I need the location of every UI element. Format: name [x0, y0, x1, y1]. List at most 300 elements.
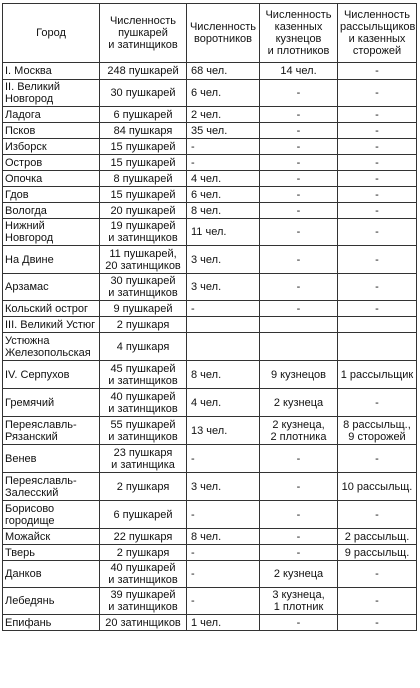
cell-line: Рязанский	[5, 430, 58, 443]
table-row	[3, 561, 417, 588]
cell-messengers	[338, 545, 417, 561]
header-cannoneers	[100, 4, 187, 63]
cell-gatekeepers	[187, 63, 260, 80]
cell-line: 2 рассыльщ.	[344, 530, 410, 543]
cell-cannoneers	[100, 246, 187, 274]
cell-line: 9 кузнецов	[271, 368, 326, 381]
cell-line: 19 пушкарей	[110, 220, 176, 232]
cell-gatekeepers	[187, 139, 260, 155]
cell-line: 248 пушкарей	[107, 65, 179, 77]
cell-line: 9 пушкарей	[113, 302, 173, 315]
cell-city	[3, 203, 100, 219]
cell-line: 2 кузнеца	[273, 568, 324, 580]
table-row	[3, 139, 417, 155]
cell-line: -	[375, 172, 379, 185]
cell-line: 8 рассыльщ.,	[343, 418, 411, 431]
cell-cannoneers	[100, 80, 187, 107]
table-row	[3, 155, 417, 171]
table-row	[3, 203, 417, 219]
cell-smiths	[260, 529, 338, 545]
cell-city	[3, 473, 100, 501]
cell-line: Новгород	[5, 93, 54, 105]
cell-cannoneers	[100, 107, 187, 123]
cell-city	[3, 317, 100, 333]
cell-messengers	[338, 274, 417, 301]
cell-line: 20 затинщиков	[105, 616, 181, 629]
header-messengers	[338, 4, 417, 63]
cell-cannoneers	[100, 155, 187, 171]
cell-line: На Двине	[5, 253, 54, 266]
table-row	[3, 545, 417, 561]
cell-messengers	[338, 389, 417, 417]
cell-line: -	[191, 508, 195, 521]
table-row	[3, 417, 417, 445]
cell-line: 6 чел.	[191, 188, 222, 201]
cell-city	[3, 123, 100, 139]
cell-cannoneers	[100, 317, 187, 333]
cell-line: -	[296, 530, 301, 543]
cell-city	[3, 333, 100, 361]
cell-line: -	[375, 204, 379, 217]
cell-line: Псков	[5, 124, 36, 137]
cell-cannoneers	[100, 274, 187, 301]
header-line: Численность	[189, 21, 257, 33]
cell-line: 8 чел.	[191, 368, 222, 381]
cell-line: 2 пушкаря	[116, 480, 170, 493]
cell-line: Остров	[5, 156, 43, 169]
cell-messengers	[338, 529, 417, 545]
cell-line: Переяславль-	[5, 474, 77, 487]
cell-line: 1 плотник	[273, 601, 324, 613]
cell-line: и затинщика	[111, 458, 175, 471]
cell-line: 2 кузнеца,	[272, 418, 325, 431]
cell-line: 45 пушкарей	[110, 362, 176, 375]
cell-cannoneers	[100, 561, 187, 588]
cell-smiths	[260, 155, 338, 171]
cell-line: -	[296, 616, 301, 629]
cell-cannoneers	[100, 203, 187, 219]
cell-line: и затинщиков	[108, 430, 178, 443]
cell-line: 55 пушкарей	[110, 418, 176, 431]
cell-line: Тверь	[5, 546, 35, 559]
cell-smiths	[260, 171, 338, 187]
cell-smiths	[260, 246, 338, 274]
cell-line: Лебедянь	[5, 595, 55, 607]
cell-line: -	[296, 87, 301, 99]
cell-city	[3, 561, 100, 588]
header-gatekeepers	[187, 4, 260, 63]
cell-gatekeepers	[187, 107, 260, 123]
cell-messengers	[338, 123, 417, 139]
cell-line: 15 пушкарей	[110, 140, 176, 153]
cell-smiths	[260, 301, 338, 317]
cell-line: Борисово	[5, 502, 55, 515]
cell-line: 2 плотника	[270, 430, 327, 443]
cell-line: 4 чел.	[191, 396, 222, 409]
cell-line: Переяславль-	[5, 418, 77, 431]
table-row	[3, 473, 417, 501]
cell-messengers	[338, 445, 417, 473]
cell-line: -	[296, 124, 301, 137]
cell-line: Можайск	[5, 530, 51, 543]
cell-line: -	[296, 508, 301, 521]
cell-line: -	[375, 508, 379, 521]
cell-smiths	[260, 417, 338, 445]
table-row	[3, 301, 417, 317]
cell-smiths	[260, 139, 338, 155]
cell-line: 3 чел.	[191, 253, 222, 266]
header-line: и плотников	[267, 45, 330, 57]
cell-line: -	[191, 568, 195, 580]
cell-line: 11 чел.	[191, 226, 227, 238]
cell-line: -	[375, 124, 379, 137]
table-row	[3, 246, 417, 274]
table-row	[3, 187, 417, 203]
cell-line: и затинщиков	[108, 232, 178, 244]
cell-line: 40 пушкарей	[110, 562, 176, 574]
cell-city	[3, 529, 100, 545]
cell-line: и затинщиков	[108, 574, 178, 586]
cell-gatekeepers	[187, 80, 260, 107]
cell-smiths	[260, 107, 338, 123]
cell-line: Нижний	[5, 220, 45, 232]
cell-line: 9 рассыльщ.	[344, 546, 410, 559]
cell-cannoneers	[100, 219, 187, 246]
cell-smiths	[260, 80, 338, 107]
header-line: кузнецов	[275, 33, 322, 45]
table-row	[3, 171, 417, 187]
cell-city	[3, 588, 100, 615]
cell-line: -	[296, 226, 301, 238]
cell-line: и затинщиков	[108, 374, 178, 387]
header-city	[3, 4, 100, 63]
cell-cannoneers	[100, 588, 187, 615]
cell-messengers	[338, 361, 417, 389]
cell-line: -	[296, 253, 301, 266]
cell-smiths	[260, 545, 338, 561]
cell-messengers	[338, 317, 417, 333]
cell-gatekeepers	[187, 123, 260, 139]
cell-gatekeepers	[187, 545, 260, 561]
table-row	[3, 389, 417, 417]
cell-cannoneers	[100, 545, 187, 561]
cell-gatekeepers	[187, 588, 260, 615]
cell-line: 39 пушкарей	[110, 589, 176, 601]
cell-cannoneers	[100, 139, 187, 155]
cell-line: -	[375, 253, 379, 266]
cell-cannoneers	[100, 615, 187, 631]
cell-smiths	[260, 473, 338, 501]
table-header	[3, 4, 417, 63]
cell-city	[3, 501, 100, 529]
cell-line: 22 пушкаря	[113, 530, 173, 543]
cell-city	[3, 139, 100, 155]
cell-line: 23 пушкаря	[113, 446, 173, 459]
cell-line: I. Москва	[5, 65, 52, 77]
cell-city	[3, 63, 100, 80]
cell-city	[3, 389, 100, 417]
cell-line: 2 кузнеца	[273, 396, 324, 409]
cell-line: -	[296, 302, 301, 315]
cell-line: Новгород	[5, 232, 54, 244]
header-line: и затинщиков	[108, 39, 178, 51]
cell-city	[3, 417, 100, 445]
cell-messengers	[338, 615, 417, 631]
table-row	[3, 445, 417, 473]
cell-gatekeepers	[187, 333, 260, 361]
cell-city	[3, 274, 100, 301]
cell-cannoneers	[100, 389, 187, 417]
cell-line: 9 сторожей	[348, 430, 406, 443]
cell-line: 3 чел.	[191, 281, 222, 293]
table-row	[3, 123, 417, 139]
cell-line: 2 чел.	[191, 108, 222, 121]
cell-line: -	[191, 140, 195, 153]
cell-line: 15 пушкарей	[110, 188, 176, 201]
cell-line: -	[375, 188, 379, 201]
cell-gatekeepers	[187, 361, 260, 389]
cell-gatekeepers	[187, 219, 260, 246]
table-body	[3, 63, 417, 631]
header-line: казенных	[274, 21, 323, 33]
cell-line: -	[296, 188, 301, 201]
cell-line: -	[296, 108, 301, 121]
cell-smiths	[260, 317, 338, 333]
header-line: воротников	[194, 33, 252, 45]
cell-gatekeepers	[187, 274, 260, 301]
cell-city	[3, 219, 100, 246]
cell-line: 8 чел.	[191, 530, 222, 543]
cell-gatekeepers	[187, 615, 260, 631]
cell-city	[3, 80, 100, 107]
cell-messengers	[338, 107, 417, 123]
cell-gatekeepers	[187, 473, 260, 501]
cell-line: -	[375, 226, 379, 238]
cell-line: -	[375, 87, 379, 99]
cell-city	[3, 107, 100, 123]
cell-city	[3, 155, 100, 171]
cell-line: 6 пушкарей	[113, 508, 173, 521]
cell-line: Залесский	[5, 486, 59, 499]
cell-smiths	[260, 615, 338, 631]
cell-line: -	[296, 156, 301, 169]
cell-line: -	[375, 396, 379, 409]
header-line: сторожей	[352, 45, 402, 57]
cell-smiths	[260, 389, 338, 417]
table-row	[3, 333, 417, 361]
table-row	[3, 529, 417, 545]
cell-line: 8 чел.	[191, 204, 222, 217]
cell-line: -	[375, 156, 379, 169]
cell-city	[3, 171, 100, 187]
cell-messengers	[338, 203, 417, 219]
cell-line: 20 пушкарей	[110, 204, 176, 217]
cell-messengers	[338, 301, 417, 317]
cell-line: Изборск	[5, 140, 47, 153]
cell-messengers	[338, 588, 417, 615]
cell-line: -	[375, 568, 379, 580]
cell-cannoneers	[100, 333, 187, 361]
cell-line: IV. Серпухов	[5, 368, 70, 381]
cell-line: 15 пушкарей	[110, 156, 176, 169]
table-row	[3, 501, 417, 529]
cell-line: 1 чел.	[191, 616, 222, 629]
cell-messengers	[338, 501, 417, 529]
cell-gatekeepers	[187, 317, 260, 333]
cell-cannoneers	[100, 473, 187, 501]
cell-line: -	[375, 140, 379, 153]
cell-cannoneers	[100, 529, 187, 545]
cell-smiths	[260, 561, 338, 588]
cell-line: и затинщиков	[108, 601, 178, 613]
cell-cannoneers	[100, 171, 187, 187]
cell-line: Арзамас	[5, 281, 49, 293]
cell-smiths	[260, 274, 338, 301]
table-row	[3, 274, 417, 301]
cell-gatekeepers	[187, 529, 260, 545]
cell-line: -	[375, 452, 379, 465]
cell-line: -	[191, 595, 195, 607]
cell-city	[3, 545, 100, 561]
cell-smiths	[260, 63, 338, 80]
cell-messengers	[338, 246, 417, 274]
cell-gatekeepers	[187, 501, 260, 529]
cell-messengers	[338, 139, 417, 155]
cell-line: Венев	[5, 452, 37, 465]
cell-cannoneers	[100, 123, 187, 139]
cell-line: -	[375, 616, 379, 629]
cell-gatekeepers	[187, 203, 260, 219]
table-row	[3, 63, 417, 80]
cell-line: и затинщиков	[108, 402, 178, 415]
header-line: Численность	[109, 15, 177, 27]
cell-line: 4 пушкаря	[116, 340, 170, 353]
cell-line: Кольский острог	[5, 302, 88, 315]
cell-line: II. Великий	[5, 81, 60, 93]
cell-line: 13 чел.	[191, 424, 228, 437]
cell-cannoneers	[100, 187, 187, 203]
cell-line: 14 чел.	[280, 65, 317, 77]
garrison-table	[2, 3, 417, 631]
cell-line: -	[191, 546, 195, 559]
cell-city	[3, 301, 100, 317]
cell-cannoneers	[100, 417, 187, 445]
cell-smiths	[260, 445, 338, 473]
table-row	[3, 317, 417, 333]
cell-smiths	[260, 219, 338, 246]
cell-messengers	[338, 561, 417, 588]
header-line: Численность	[265, 9, 332, 21]
cell-messengers	[338, 219, 417, 246]
cell-cannoneers	[100, 361, 187, 389]
cell-city	[3, 615, 100, 631]
cell-line: -	[191, 156, 195, 169]
cell-line: -	[296, 140, 301, 153]
cell-messengers	[338, 80, 417, 107]
cell-line: 30 пушкарей	[110, 87, 176, 99]
header-line: рассыльщиков	[340, 21, 416, 33]
cell-line: -	[191, 302, 195, 315]
cell-gatekeepers	[187, 301, 260, 317]
cell-gatekeepers	[187, 389, 260, 417]
cell-line: 2 пушкаря	[116, 318, 170, 331]
cell-cannoneers	[100, 301, 187, 317]
cell-line: 4 чел.	[191, 172, 222, 185]
cell-line: Железопольская	[5, 346, 91, 359]
cell-city	[3, 445, 100, 473]
cell-line: -	[375, 281, 379, 293]
cell-line: 84 пушкаря	[113, 124, 173, 137]
cell-smiths	[260, 501, 338, 529]
table-row	[3, 588, 417, 615]
cell-line: городище	[5, 514, 55, 527]
cell-smiths	[260, 203, 338, 219]
cell-line: -	[296, 281, 301, 293]
cell-smiths	[260, 333, 338, 361]
cell-gatekeepers	[187, 155, 260, 171]
cell-smiths	[260, 123, 338, 139]
cell-messengers	[338, 187, 417, 203]
cell-line: 20 затинщиков	[105, 259, 181, 272]
cell-line: -	[296, 204, 301, 217]
cell-line: Данков	[5, 568, 42, 580]
cell-line: -	[375, 108, 379, 121]
cell-line: и затинщиков	[108, 287, 178, 299]
header-line: Численность	[343, 9, 411, 21]
cell-line: 8 пушкарей	[113, 172, 173, 185]
table-row	[3, 219, 417, 246]
cell-line: -	[191, 452, 195, 465]
cell-gatekeepers	[187, 561, 260, 588]
cell-line: -	[296, 172, 301, 185]
cell-cannoneers	[100, 501, 187, 529]
cell-line: -	[296, 480, 301, 493]
cell-gatekeepers	[187, 417, 260, 445]
cell-line: Вологда	[5, 204, 47, 217]
cell-line: Устюжна	[5, 334, 50, 347]
cell-line: 2 пушкаря	[116, 546, 170, 559]
cell-cannoneers	[100, 63, 187, 80]
cell-messengers	[338, 171, 417, 187]
cell-line: -	[375, 302, 379, 315]
table-row	[3, 615, 417, 631]
cell-line: Епифань	[5, 616, 52, 629]
cell-gatekeepers	[187, 187, 260, 203]
cell-messengers	[338, 155, 417, 171]
cell-line: 1 рассыльщик	[340, 368, 414, 381]
cell-line: 40 пушкарей	[110, 390, 176, 403]
cell-line: 68 чел.	[191, 65, 228, 77]
cell-messengers	[338, 417, 417, 445]
cell-smiths	[260, 361, 338, 389]
cell-line: Гдов	[5, 188, 29, 201]
cell-messengers	[338, 473, 417, 501]
cell-smiths	[260, 588, 338, 615]
cell-messengers	[338, 333, 417, 361]
table-row	[3, 361, 417, 389]
cell-line: 3 чел.	[191, 480, 222, 493]
cell-city	[3, 187, 100, 203]
cell-line: -	[296, 452, 301, 465]
cell-gatekeepers	[187, 445, 260, 473]
cell-line: Опочка	[5, 172, 43, 185]
cell-gatekeepers	[187, 171, 260, 187]
cell-line: 10 рассыльщ.	[341, 480, 413, 493]
table-row	[3, 80, 417, 107]
header-row	[3, 4, 417, 63]
cell-line: Ладога	[5, 108, 41, 121]
cell-line: 6 пушкарей	[113, 108, 173, 121]
